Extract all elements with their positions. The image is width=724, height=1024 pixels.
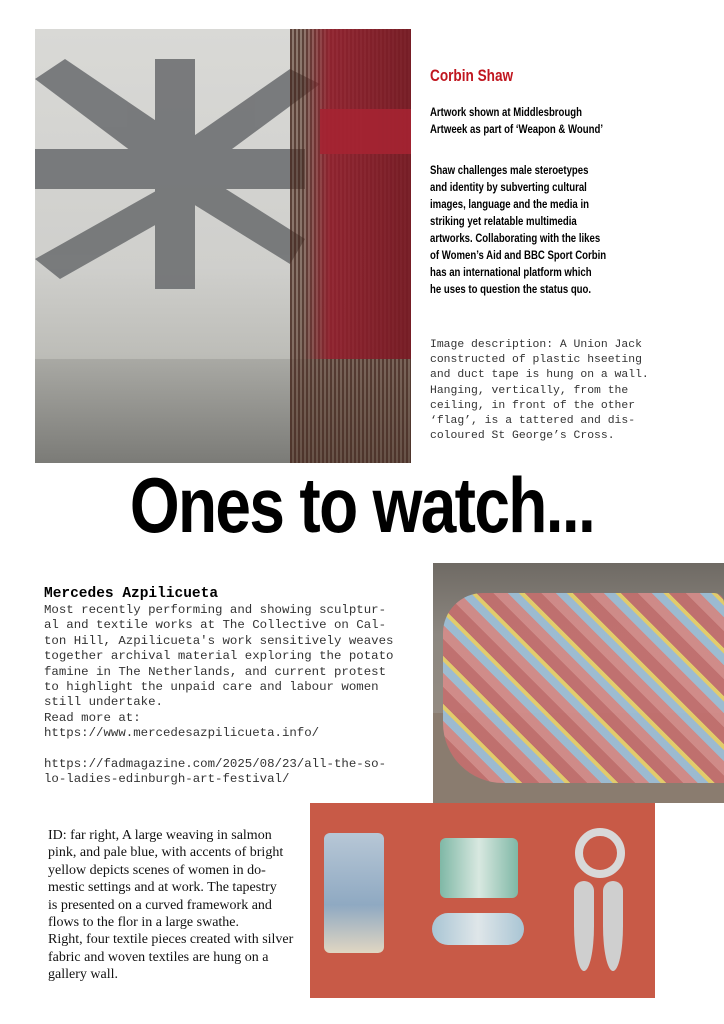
body-line: to highlight the unpaid care and labour women: [44, 680, 379, 695]
body-line: famine in The Netherlands, and current protest: [44, 664, 387, 679]
artist2-body: [44, 603, 434, 788]
id-line: fabric and woven textiles are hung on a: [48, 949, 269, 965]
textile-roll: [432, 913, 524, 945]
website-link[interactable]: https://www.mercedesazpilicueta.info/: [44, 726, 320, 741]
body-line: still undertake.: [44, 695, 163, 710]
body-line: al and textile works at The Collective on Cal-: [44, 618, 387, 633]
description-line: ceiling, in front of the other: [430, 399, 636, 412]
id-line: is presented on a curved framework and: [48, 897, 272, 913]
article-link-continued[interactable]: lo-ladies-edinburgh-art-festival/: [44, 772, 290, 787]
textile-drop-right: [603, 881, 623, 971]
body-line: together archival material exploring the potato: [44, 649, 394, 664]
image-id-text: [48, 827, 308, 984]
id-line: pink, and pale blue, with accents of bright: [48, 845, 284, 861]
description-line: Image description: A Union Jack: [430, 339, 642, 351]
textile-vest: [440, 838, 518, 898]
body-line: images, language and the media in: [430, 197, 589, 211]
id-line: yellow depicts scenes of women in do-: [48, 862, 266, 878]
textile-apron: [324, 833, 384, 953]
description-line: ‘flag’, is a tattered and dis-: [430, 415, 636, 428]
description-line: Hanging, vertically, from the: [430, 384, 629, 397]
description-line: constructed of plastic hseeting: [430, 354, 642, 367]
subtitle-line: Artwork shown at Middlesbrough: [430, 105, 583, 119]
artist1-subtitle: [430, 104, 642, 138]
body-line: has an international platform which: [430, 265, 592, 279]
body-line: he uses to question the status quo.: [430, 282, 592, 296]
weaving-photo: [433, 563, 724, 803]
image-description: [430, 338, 720, 444]
body-line: Read more at:: [44, 710, 141, 725]
body-line: striking yet relatable multimedia: [430, 214, 577, 228]
body-line: Most recently performing and showing sculptur-: [44, 603, 387, 617]
id-line: Right, four textile pieces created with silver: [48, 932, 294, 948]
id-line: ID: far right, A large weaving in salmon: [48, 828, 272, 843]
artist1-body: [430, 162, 642, 298]
artist1-name: Corbin Shaw: [430, 66, 514, 85]
body-line: artworks. Collaborating with the likes: [430, 231, 601, 245]
id-line: flows to the flor in a large swathe.: [48, 915, 240, 931]
union-jack-photo: [35, 29, 411, 463]
body-line: of Women’s Aid and BBC Sport Corbin: [430, 248, 607, 262]
spacer-line: [44, 742, 434, 757]
subtitle-line: Artweek as part of ‘Weapon & Wound’: [430, 122, 603, 136]
description-line: coloured St George’s Cross.: [430, 430, 615, 443]
article-link[interactable]: https://fadmagazine.com/2025/08/23/all-the-so-: [44, 757, 387, 772]
artist2-name: Mercedes Azpilicueta: [44, 586, 219, 602]
textile-ring: [575, 828, 625, 878]
body-line: and identity by subverting cultural: [430, 180, 587, 194]
description-line: and duct tape is hung on a wall.: [430, 369, 649, 382]
body-line: ton Hill, Azpilicueta's work sensitively weaves: [44, 633, 394, 648]
textile-drop-left: [574, 881, 594, 971]
body-line: Shaw challenges male steroetypes: [430, 163, 589, 177]
textile-pieces-photo: [310, 803, 655, 998]
id-line: gallery wall.: [48, 967, 118, 983]
id-line: mestic settings and at work. The tapestry: [48, 880, 277, 896]
headline: Ones to watch...: [129, 461, 595, 549]
